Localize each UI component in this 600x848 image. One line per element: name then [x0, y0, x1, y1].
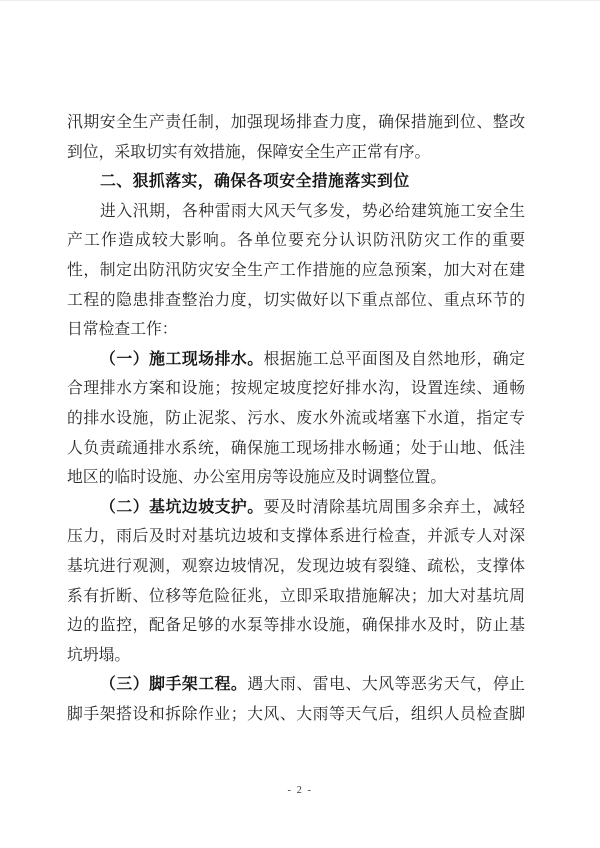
text-run: 根据施工总平面图及自然地形，确定 — [263, 350, 525, 368]
text-line — [67, 552, 525, 582]
text-line — [67, 138, 525, 168]
text-line — [67, 286, 525, 316]
text-line — [67, 315, 525, 345]
text-run: 要及时清除基坑周围多余弃土，减轻 — [263, 498, 525, 516]
text-line — [67, 463, 525, 493]
text-run: 遇大雨、雷电、大风等恶劣天气，停止 — [247, 676, 525, 694]
text-line — [67, 434, 525, 464]
text-run: 系有折断、位移等危险征兆，立即采取措施解决；加大对基坑周 — [67, 587, 525, 605]
text-run: 脚手架搭设和拆除作业；大风、大雨等天气后，组织人员检查脚 — [67, 705, 525, 723]
bold-text-run: 二、狠抓落实，确保各项安全措施落实到位 — [100, 173, 410, 191]
text-line — [67, 345, 525, 375]
section-heading — [67, 167, 525, 197]
bold-text-run: （二）基坑边坡支护。 — [100, 498, 264, 516]
text-line — [67, 493, 525, 523]
text-run: 坑坍塌。 — [67, 646, 131, 664]
text-line — [67, 611, 525, 641]
text-line — [67, 522, 525, 552]
text-line — [67, 582, 525, 612]
text-run: 汛期安全生产责任制，加强现场排查力度，确保措施到位、整改 — [67, 114, 525, 131]
document-body — [67, 108, 525, 729]
text-line — [67, 700, 525, 730]
text-run: 日常检查工作： — [67, 321, 178, 339]
text-run: 基坑进行观测，观察边坡情况，发现边坡有裂缝、疏松，支撑体 — [67, 557, 525, 575]
text-run: 人负责疏通排水系统，确保施工现场排水畅通；处于山地、低洼 — [67, 439, 525, 457]
text-line — [67, 374, 525, 404]
text-run: 产工作造成较大影响。各单位要充分认识防汛防灾工作的重要 — [67, 232, 525, 250]
text-run: 地区的临时设施、办公室用房等设施应及时调整位置。 — [67, 469, 447, 487]
text-run: 进入汛期，各种雷雨大风天气多发，势必给建筑施工安全生 — [100, 202, 525, 220]
text-run: 的排水设施，防止泥浆、污水、废水外流或堵塞下水道，指定专 — [67, 409, 525, 427]
text-line — [67, 670, 525, 700]
text-line — [67, 226, 525, 256]
text-run: 性，制定出防汛防灾安全生产工作措施的应急预案，加大对在建 — [67, 261, 525, 279]
page-number: - 2 - — [287, 785, 313, 796]
bold-text-run: （三）脚手架工程。 — [100, 676, 248, 694]
text-line — [67, 197, 525, 227]
text-line — [67, 256, 525, 286]
text-run: 合理排水方案和设施；按规定坡度挖好排水沟，设置连续、通畅 — [67, 380, 525, 398]
text-run: 边的监控，配备足够的水泵等排水设施，确保排水及时，防止基 — [67, 617, 525, 635]
text-line — [67, 108, 525, 138]
text-line — [67, 641, 525, 671]
text-line — [67, 404, 525, 434]
text-run: 压力，雨后及时对基坑边坡和支撑体系进行检查，并派专人对深 — [67, 528, 525, 546]
text-run: 工程的隐患排查整治力度，切实做好以下重点部位、重点环节的 — [67, 291, 525, 309]
bold-text-run: （一）施工现场排水。 — [100, 350, 264, 368]
text-run: 到位，采取切实有效措施，保障安全生产正常有序。 — [67, 143, 431, 161]
